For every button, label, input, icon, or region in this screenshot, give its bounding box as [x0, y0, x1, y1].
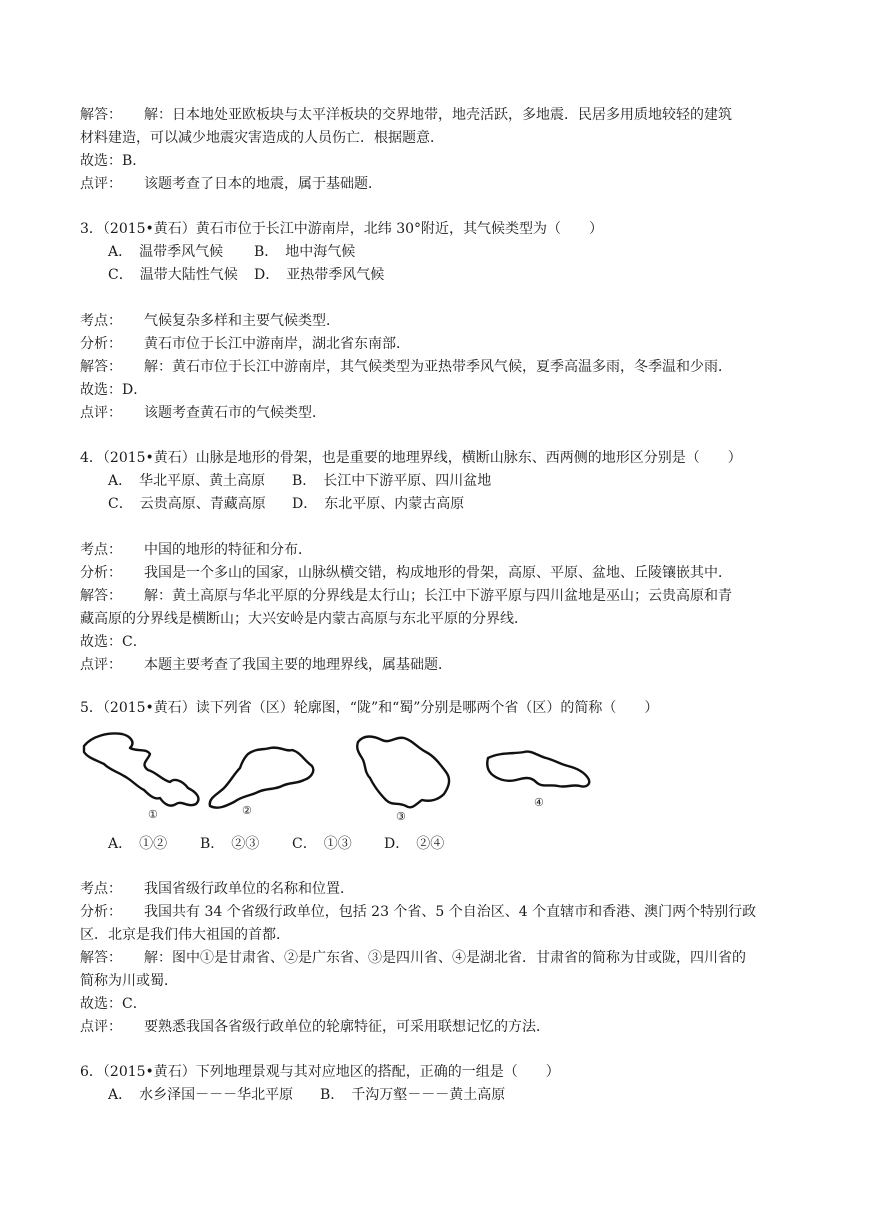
- fenxi-row: 分析： 黄石市位于长江中游南岸，湖北省东南部．: [80, 336, 410, 352]
- province-map-sichuan: [352, 730, 472, 830]
- answer-row: 解答： 解：日本地处亚欧板块与太平洋板块的交界地带，地壳活跃，多地震．民居多用质地较轻的建筑: [80, 107, 732, 123]
- answer-continuation: 简称为川或蜀．: [80, 973, 178, 989]
- option-c: C． 云贵高原、青藏高原: [108, 496, 266, 512]
- q3-options-row-1: [108, 242, 355, 262]
- option-a: A． 华北平原、黄土高原: [108, 473, 266, 489]
- option-b: B． 千沟万壑－－－黄土高原: [320, 1087, 506, 1103]
- q6-options-row-1: [108, 1085, 505, 1105]
- option-a: A． ①②: [108, 836, 168, 852]
- question-5-stem: 5．（2015•黄石）读下列省（区）轮廓图，“陇”和“蜀”分别是哪两个省（区）的简称（ ）: [80, 700, 659, 716]
- map-label-2: ②: [242, 804, 252, 817]
- comment-row: 点评： 该题考查黄石市的气候类型．: [80, 405, 326, 421]
- option-c: C． ①③: [292, 836, 352, 852]
- q3-options-row-2: [108, 265, 384, 285]
- choice: 故选：B．: [80, 153, 147, 169]
- option-a: A． 水乡泽国－－－华北平原: [108, 1087, 294, 1103]
- fenxi-row: 分析： 我国是一个多山的国家，山脉纵横交错，构成地形的骨架，高原、平原、盆地、丘陵镶嵌其中．: [80, 565, 732, 581]
- option-d: D． 东北平原、内蒙古高原: [292, 496, 465, 512]
- fenxi-continuation: 区．北京是我们伟大祖国的首都．: [80, 927, 290, 943]
- answer-row: 解答： 解：黄石市位于长江中游南岸，其气候类型为亚热带季风气候，夏季高温多雨，冬季温和少雨．: [80, 359, 732, 375]
- comment-row: 点评： 该题考查了日本的地震，属于基础题．: [80, 176, 382, 192]
- question-6-stem: 6．（2015•黄石）下列地理景观与其对应地区的搭配，正确的一组是（ ）: [80, 1064, 560, 1080]
- kaodian-row: 考点： 中国的地形的特征和分布．: [80, 542, 312, 558]
- answer-continuation: 材料建造，可以减少地震灾害造成的人员伤亡．根据题意．: [80, 130, 444, 146]
- answer-row: 解答： 解：黄土高原与华北平原的分界线是太行山；长江中下游平原与四川盆地是巫山；云贵高原和青: [80, 588, 732, 604]
- province-map-hubei: [480, 746, 600, 826]
- q5-options-row: [108, 834, 444, 854]
- kaodian-row: 考点： 气候复杂多样和主要气候类型．: [80, 313, 340, 329]
- option-d: D． 亚热带季风气候: [254, 267, 385, 283]
- comment-row: 点评： 要熟悉我国各省级行政单位的轮廓特征，可采用联想记忆的方法．: [80, 1019, 550, 1035]
- option-b: B． ②③: [200, 836, 260, 852]
- answer-continuation: 藏高原的分界线是横断山；大兴安岭是内蒙古高原与东北平原的分界线．: [80, 611, 528, 627]
- choice: 故选：D．: [80, 382, 148, 398]
- q4-options-row-1: [108, 471, 491, 491]
- q4-options-row-2: [108, 494, 464, 514]
- province-map-gansu: [78, 728, 208, 828]
- option-d: D． ②④: [384, 836, 445, 852]
- map-label-3: ③: [396, 810, 406, 823]
- option-c: C． 温带大陆性气候: [108, 267, 238, 283]
- answer-row: 解答： 解：图中①是甘肃省、②是广东省、③是四川省、④是湖北省．甘肃省的简称为甘或陇，四川省的: [80, 950, 746, 966]
- province-map-guangdong: [200, 740, 330, 830]
- option-b: B． 地中海气候: [254, 244, 356, 260]
- kaodian-row: 考点： 我国省级行政单位的名称和位置．: [80, 881, 354, 897]
- question-4-stem: 4．（2015•黄石）山脉是地形的骨架，也是重要的地理界线，横断山脉东、西两侧的地形区分别是（ ）: [80, 450, 742, 466]
- map-label-1: ①: [148, 808, 158, 821]
- question-3-stem: 3．（2015•黄石）黄石市位于长江中游南岸，北纬 30°附近，其气候类型为（ ）: [80, 221, 604, 237]
- option-a: A． 温带季风气候: [108, 244, 224, 260]
- option-b: B． 长江中下游平原、四川盆地: [292, 473, 492, 489]
- choice: 故选：C．: [80, 996, 147, 1012]
- map-label-4: ④: [534, 796, 544, 809]
- comment-row: 点评： 本题主要考查了我国主要的地理界线，属基础题．: [80, 657, 452, 673]
- fenxi-row: 分析： 我国共有 34 个省级行政单位，包括 23 个省、5 个自治区、4 个直辖市和香港、澳门两个特别行政: [80, 904, 757, 920]
- choice: 故选：C．: [80, 634, 147, 650]
